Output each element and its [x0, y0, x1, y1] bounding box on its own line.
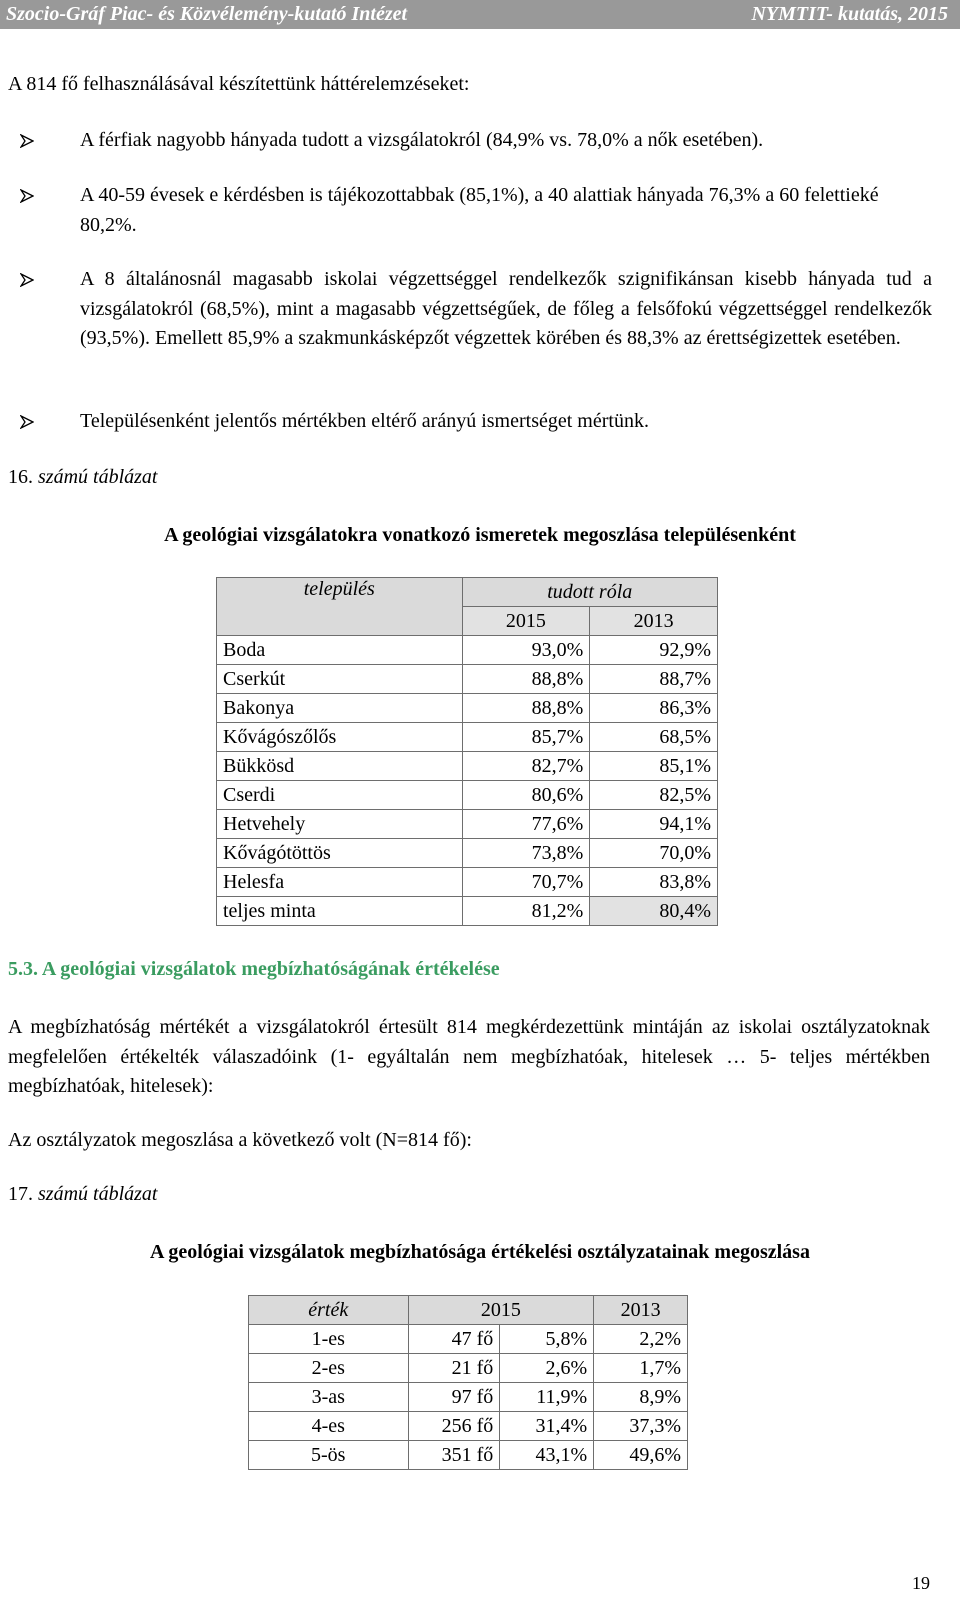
page-header — [0, 0, 960, 29]
settlement-table — [216, 577, 718, 926]
arrow-bullet-icon — [20, 415, 34, 429]
distribution-intro: Az osztályzatok megoszlása a következő volt (N=814 fő): — [8, 1129, 472, 1151]
table17-title: A geológiai vizsgálatok megbízhatósága értékelési osztályzatainak megoszlása — [150, 1241, 810, 1263]
table-row: Cserkút 88,8% 88,7% — [217, 665, 718, 694]
table-row-total: teljes minta 81,2% 80,4% — [217, 897, 718, 926]
table-row: 2-es 21 fő 2,6% 1,7% — [249, 1354, 688, 1383]
table-row: Boda 93,0% 92,9% — [217, 636, 718, 665]
table16-caption: 16. számú táblázat — [8, 466, 158, 488]
header-org: Szocio-Gráf Piac- és Közvélemény-kutató Intézet — [6, 3, 408, 25]
table-row: 3-as 97 fő 11,9% 8,9% — [249, 1383, 688, 1412]
table-row: 1-es 47 fő 5,8% 2,2% — [249, 1325, 688, 1354]
arrow-bullet-icon — [20, 134, 34, 148]
table-row: Kővágótöttös 73,8% 70,0% — [217, 839, 718, 868]
table-row: 5-ös 351 fő 43,1% 49,6% — [249, 1441, 688, 1470]
col-header-2013: 2013 — [594, 1296, 688, 1325]
col-header-known: tudott róla — [462, 578, 718, 607]
table-row: Helesfa 70,7% 83,8% — [217, 868, 718, 897]
col-header-2015: 2015 — [462, 607, 590, 636]
bullet-text-education: A 8 általánosnál magasabb iskolai végzettséggel rendelkezők szignifikánsan kisebb hányada tud a vizsgálatokról (68,5%), mint a magasabb végzettségűek, de főleg a felsőfokú végzettséggel rendelkezők (93,5%). Emellett 85,9% a szakmunkásképzőt végzettek körében és 88,3% az érettségizettek esetében. — [80, 268, 932, 349]
intro-text: A 814 fő felhasználásával készítettünk háttérelemzéseket: — [8, 73, 470, 95]
arrow-bullet-icon — [20, 273, 34, 287]
table17-caption: 17. számú táblázat — [8, 1183, 158, 1205]
table-row: Bakonya 88,8% 86,3% — [217, 694, 718, 723]
table-row: Hetvehely 77,6% 94,1% — [217, 810, 718, 839]
bullet-text-age: A 40-59 évesek e kérdésben is tájékozottabbak (85,1%), a 40 alattiak hányada 76,3% a 60 felettieké 80,2%. — [80, 184, 879, 236]
reliability-paragraph: A megbízhatóság mértékét a vizsgálatokról értesült 814 megkérdezettünk mintáján az iskolai osztályzatoknak megfelelően értékelték válaszadóink (1- egyáltalán nem megbízhatóak, hitelesek … 5- teljes mértékben megbízhatóak, hitelesek): — [8, 1016, 930, 1097]
bullet-text-settlement: Településenként jelentős mértékben eltérő arányú ismertséget mértünk. — [80, 410, 649, 432]
table-row: Bükkösd 82,7% 85,1% — [217, 752, 718, 781]
table-row: Kővágószőlős 85,7% 68,5% — [217, 723, 718, 752]
col-header-value: érték — [249, 1296, 409, 1325]
section-heading: 5.3. A geológiai vizsgálatok megbízhatóságának értékelése — [8, 958, 500, 980]
table-row: 4-es 256 fő 31,4% 37,3% — [249, 1412, 688, 1441]
bullet-text-gender: A férfiak nagyobb hányada tudott a vizsgálatokról (84,9% vs. 78,0% a nők esetében). — [80, 129, 764, 151]
header-project: NYMTIT- kutatás, 2015 — [751, 3, 948, 25]
rating-table — [248, 1295, 688, 1470]
table16-title: A geológiai vizsgálatokra vonatkozó ismeretek megoszlása településenként — [164, 524, 796, 546]
col-header-settlement: település — [217, 578, 463, 636]
table-row: Cserdi 80,6% 82,5% — [217, 781, 718, 810]
page-number: 19 — [912, 1573, 930, 1593]
arrow-bullet-icon — [20, 189, 34, 203]
col-header-2013: 2013 — [590, 607, 718, 636]
col-header-2015: 2015 — [408, 1296, 594, 1325]
